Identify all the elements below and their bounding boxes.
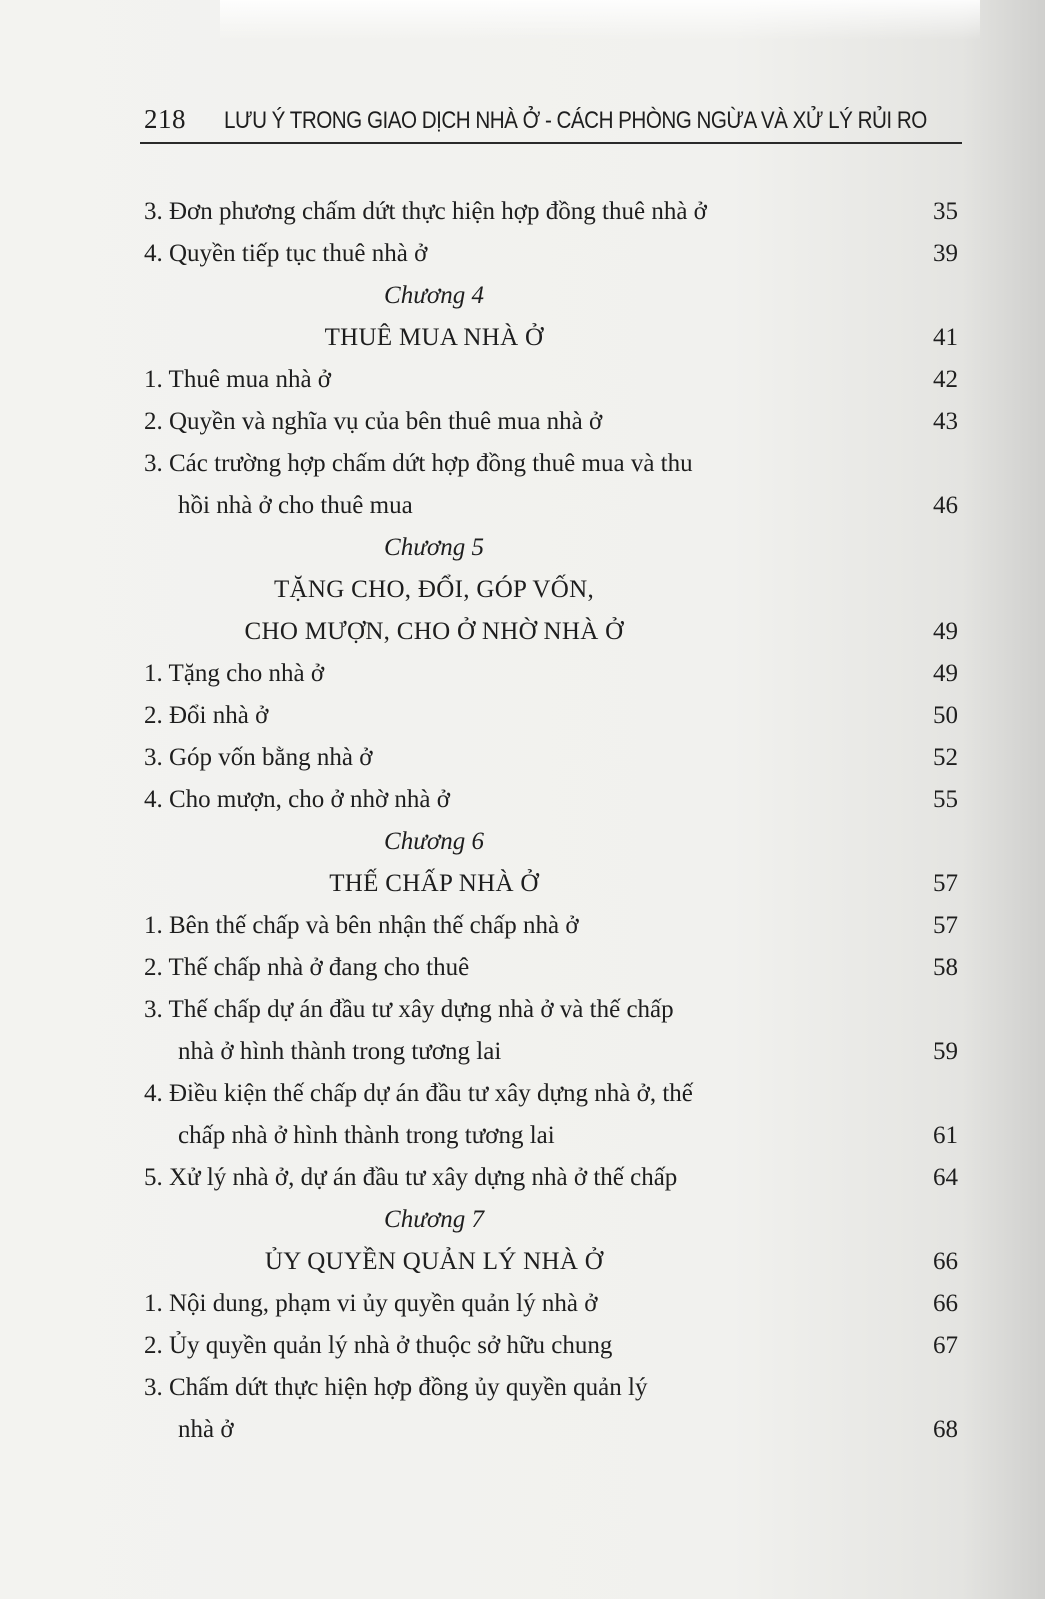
chapter-title: TẶNG CHO, ĐỔI, GÓP VỐN, [273, 576, 595, 603]
toc-entry-page: 42 [933, 366, 958, 393]
toc-entry-text: 4. Điều kiện thế chấp dự án đầu tư xây dựng nhà ở, thế [144, 1080, 693, 1107]
chapter-title: CHO MƯỢN, CHO Ở NHỜ NHÀ Ở [244, 618, 624, 645]
chapter-label: Chương 7 [384, 1206, 484, 1233]
chapter-label: Chương 5 [384, 534, 484, 561]
toc-entry-page: 58 [933, 954, 958, 981]
toc-entry-page: 49 [933, 660, 958, 687]
toc-entry-text: 5. Xử lý nhà ở, dự án đầu tư xây dựng nhà ở thế chấp [144, 1164, 678, 1191]
page-shadow [220, 0, 980, 40]
toc-entry-text: 3. Các trường hợp chấm dứt hợp đồng thuê mua và thu [144, 450, 693, 477]
toc-entry-text: 3. Góp vốn bằng nhà ở [144, 744, 373, 771]
toc-entry-text: 3. Chấm dứt thực hiện hợp đồng ủy quyền quản lý [144, 1374, 648, 1401]
toc-entry-text: 3. Đơn phương chấm dứt thực hiện hợp đồng thuê nhà ở [144, 198, 707, 225]
toc-entry-text: 4. Quyền tiếp tục thuê nhà ở [144, 240, 428, 267]
toc-entry-text: nhà ở [178, 1416, 234, 1443]
toc-entry-page: 41 [933, 324, 958, 351]
toc-entry-page: 66 [933, 1290, 958, 1317]
toc-entry-page: 52 [933, 744, 958, 771]
toc-entry-text: 4. Cho mượn, cho ở nhờ nhà ở [144, 786, 450, 813]
toc-entry-text: nhà ở hình thành trong tương lai [178, 1038, 502, 1065]
toc-entry-text: 2. Quyền và nghĩa vụ của bên thuê mua nhà ở [144, 408, 603, 435]
toc-entry-page: 59 [933, 1038, 958, 1065]
page-number: 218 [144, 104, 186, 134]
toc-entry-text: 2. Đổi nhà ở [144, 702, 269, 729]
toc-entry-text: 2. Ủy quyền quản lý nhà ở thuộc sở hữu chung [144, 1332, 613, 1359]
running-title: LƯU Ý TRONG GIAO DỊCH NHÀ Ở - CÁCH PHÒNG NGỪA VÀ XỬ LÝ RỦI RO [224, 107, 927, 134]
toc-entry-text: 3. Thế chấp dự án đầu tư xây dựng nhà ở và thế chấp [144, 996, 674, 1023]
toc-entry-text: 1. Tặng cho nhà ở [144, 660, 325, 687]
chapter-title: THUÊ MUA NHÀ Ở [324, 324, 544, 351]
toc-entry-text: hồi nhà ở cho thuê mua [178, 492, 413, 519]
header-rule [140, 142, 962, 144]
page-header [144, 104, 962, 135]
chapter-title: THẾ CHẤP NHÀ Ở [329, 870, 539, 897]
toc-entry-page: 50 [933, 702, 958, 729]
chapter-label: Chương 4 [384, 282, 484, 309]
toc-entry-page: 43 [933, 408, 958, 435]
toc-entry-text: chấp nhà ở hình thành trong tương lai [178, 1122, 555, 1149]
toc-entry-page: 49 [933, 618, 958, 645]
toc-entry-page: 61 [933, 1122, 958, 1149]
toc-entry-text: 1. Thuê mua nhà ở [144, 366, 332, 393]
toc-entry-page: 57 [933, 870, 958, 897]
toc-entry-text: 1. Nội dung, phạm vi ủy quyền quản lý nhà ở [144, 1290, 598, 1317]
toc-entry-page: 57 [933, 912, 958, 939]
toc-entry-page: 64 [933, 1164, 958, 1191]
toc-entry-text: 2. Thế chấp nhà ở đang cho thuê [144, 954, 470, 981]
toc-entry-page: 39 [933, 240, 958, 267]
toc-entry-text: 1. Bên thế chấp và bên nhận thế chấp nhà ở [144, 912, 579, 939]
chapter-label: Chương 6 [384, 828, 484, 855]
toc-entry-page: 46 [933, 492, 958, 519]
toc-entry-page: 67 [933, 1332, 958, 1359]
toc-entry-page: 35 [933, 198, 958, 225]
toc-entry-page: 66 [933, 1248, 958, 1275]
chapter-title: ỦY QUYỀN QUẢN LÝ NHÀ Ở [264, 1248, 604, 1275]
toc-entry-page: 55 [933, 786, 958, 813]
toc-entry-page: 68 [933, 1416, 958, 1443]
